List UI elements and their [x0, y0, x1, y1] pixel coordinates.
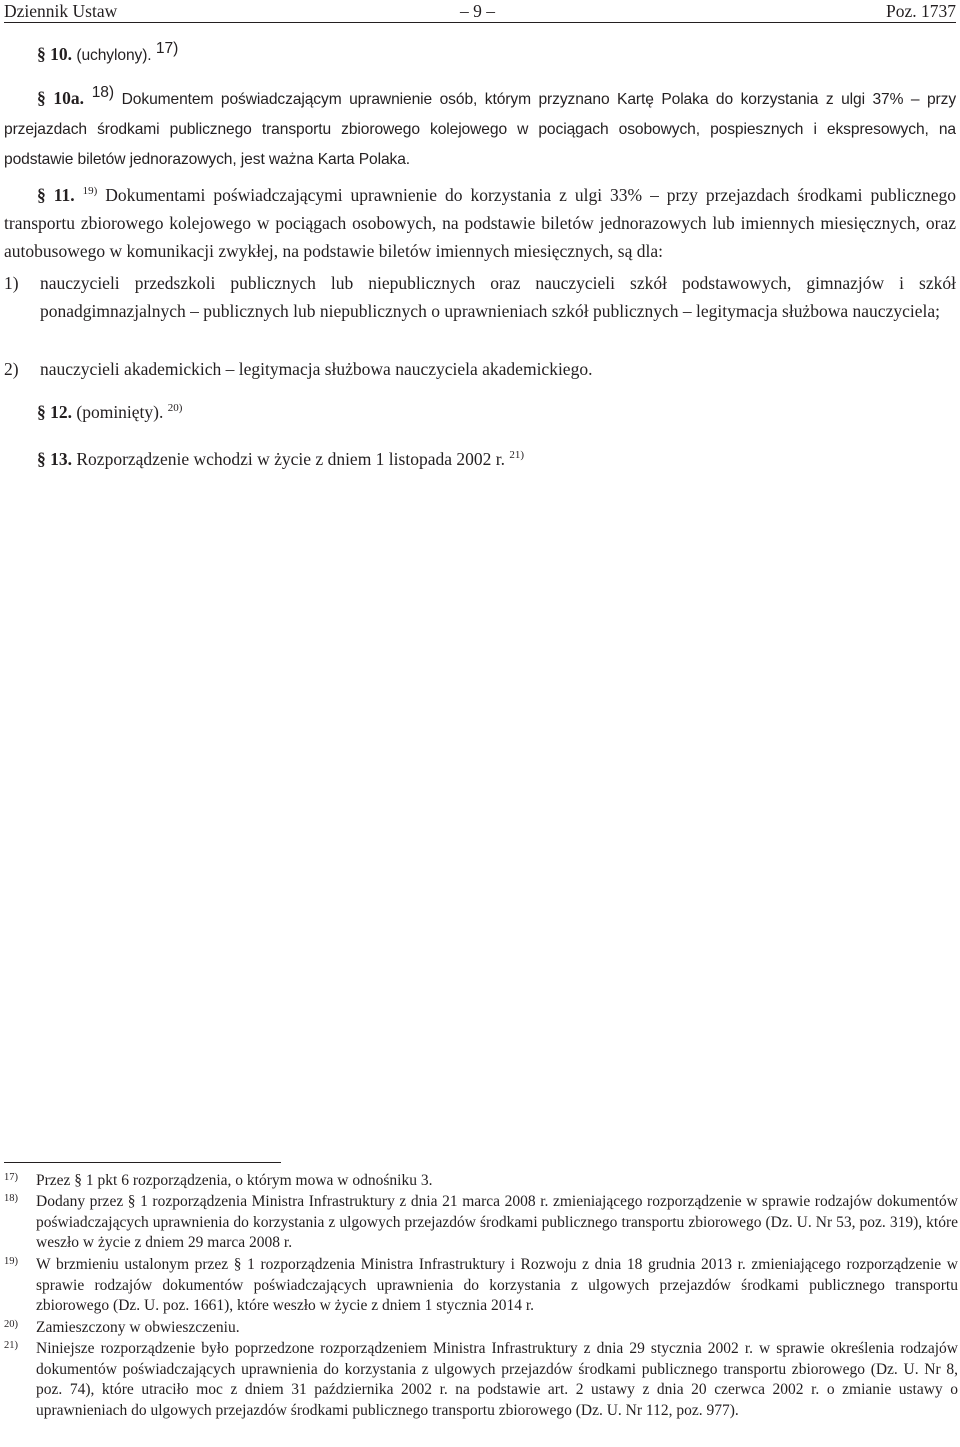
footnote-number: 19) [4, 1256, 18, 1267]
section-10a-label: § 10a. [37, 88, 85, 108]
section-12-text: (pominięty). [76, 402, 164, 422]
section-10 [37, 40, 956, 70]
footnote-number: 17) [4, 1172, 18, 1183]
section-10a [4, 84, 956, 170]
page-number: – 9 – [460, 1, 495, 21]
footnote-text: Zamieszczony w obwieszczeniu. [36, 1319, 240, 1336]
section-13 [37, 445, 956, 473]
footnote-text: W brzmieniu ustalonym przez § 1 rozporządzenia Ministra Infrastruktury i Rozwoju z dnia 18 grudnia 2013 r. zmieniającego rozporządzenie w sprawie rodzajów dokumentów poświadczających uprawnienia do korzystania z ulgowych przejazdów środkami publicznego transportu zbiorowego (Dz. U. poz. 1661), które weszło w życie z dniem 1 stycznia 2014 r. [36, 1256, 958, 1314]
position-number: Poz. 1737 [886, 1, 956, 21]
section-11-label: § 11. [37, 185, 75, 205]
footnote-number: 20) [4, 1319, 18, 1330]
section-10-footnote-ref: 17) [155, 40, 179, 57]
footnote-text: Dodany przez § 1 rozporządzenia Ministra Infrastruktury z dnia 21 marca 2008 r. zmieniającego rozporządzenie w sprawie rodzajów dokumentów poświadczających uprawnienia do korzystania z ulgowych przejazdów środkami publicznego transportu zbiorowego (Dz. U. Nr 53, poz. 319), które weszło w życie z dniem 29 marca 2008 r. [36, 1193, 958, 1251]
footnote-19 [4, 1255, 958, 1317]
list-item-text: nauczycieli akademickich – legitymacja służbowa nauczyciela akademickiego. [40, 359, 593, 379]
list-item-number: 1) [4, 273, 19, 293]
journal-title: Dziennik Ustaw [4, 1, 118, 21]
footnote-number: 18) [4, 1193, 18, 1204]
footnote-17 [4, 1171, 958, 1192]
section-10-label: § 10. [37, 44, 72, 64]
section-13-footnote-ref: 21) [509, 449, 525, 461]
footnote-text: Niniejsze rozporządzenie było poprzedzone rozporządzeniem Ministra Infrastruktury z dnia 29 stycznia 2002 r. w sprawie określenia rodzajów dokumentów poświadczających uprawnienia do korzystania z ulgowych przejazdów środkami publicznego transportu zbiorowego (Dz. U. Nr 8, poz. 74), które utraciło moc z dniem 31 października 2002 r. na podstawie art. 2 ustawy z dnia 20 czerwca 2002 r. o zmianie ustawy o uprawnieniach do ulgowych przejazdów środkami publicznego transportu zbiorowego (Dz. U. Nr 112, poz. 977). [36, 1340, 958, 1419]
page-header [4, 2, 956, 23]
section-11 [4, 181, 956, 267]
list-item [4, 355, 956, 383]
footnote-text: Przez § 1 pkt 6 rozporządzenia, o którym mowa w odnośniku 3. [36, 1172, 433, 1189]
list-item-text: nauczycieli przedszkoli publicznych lub niepublicznych oraz nauczycieli szkół podstawowych, gimnazjów i szkół ponadgimnazjalnych – publicznych lub niepublicznych o uprawnieniach szkół publicznych – legitymacja służbowa nauczyciela; [40, 273, 956, 321]
footnote-number: 21) [4, 1340, 18, 1351]
section-12-label: § 12. [37, 402, 72, 422]
section-13-label: § 13. [37, 449, 72, 469]
section-12-footnote-ref: 20) [167, 402, 183, 414]
section-10-text: (uchylony). [76, 47, 152, 64]
section-10a-text: Dokumentem poświadczającym uprawnienie osób, którym przyznano Kartę Polaka do korzystania z ulgi 37% – przy przejazdach środkami publicznego transportu zbiorowego kolejowego w pociągach osobowych, pospiesznych i ekspresowych, na podstawie biletów jednorazowych, jest ważna Karta Polaka. [4, 91, 956, 168]
footnote-separator [4, 1162, 281, 1163]
footnote-21 [4, 1339, 958, 1443]
section-11-text: Dokumentami poświadczającymi uprawnienie do korzystania z ulgi 33% – przy przejazdach środkami publicznego transportu zbiorowego kolejowego w pociągach osobowych, na podstawie biletów jednorazowych lub imiennych miesięcznych, oraz autobusowego w komunikacji zwykłej, na podstawie biletów imiennych miesięcznych, są dla: [4, 185, 956, 261]
section-11-footnote-ref: 19) [82, 185, 98, 197]
section-12 [37, 398, 956, 426]
footnote-20 [4, 1318, 958, 1339]
section-10a-footnote-ref: 18) [91, 84, 114, 101]
section-13-text: Rozporządzenie wchodzi w życie z dniem 1 listopada 2002 r. [76, 449, 505, 469]
list-item-number: 2) [4, 359, 19, 379]
list-item [4, 269, 956, 355]
footnote-18 [4, 1192, 958, 1254]
